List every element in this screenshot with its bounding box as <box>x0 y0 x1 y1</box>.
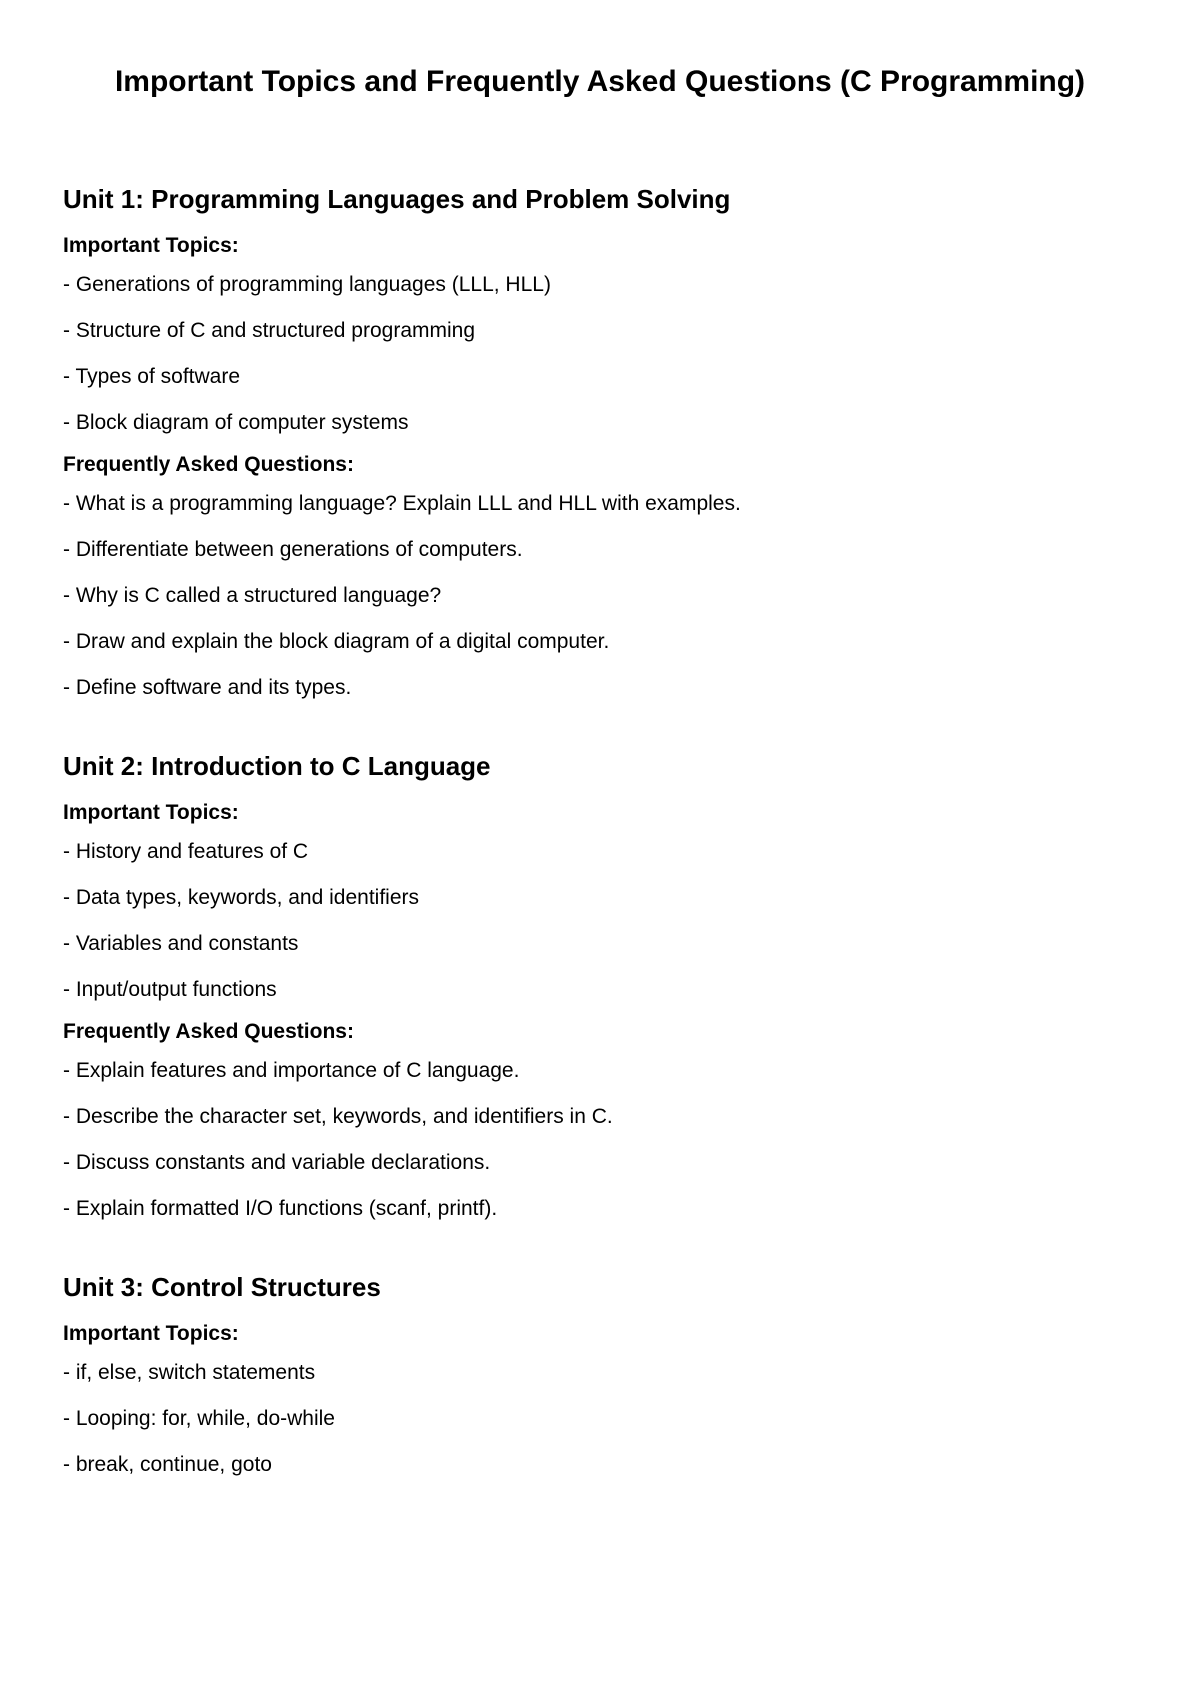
list-item: - Input/output functions <box>63 978 277 1001</box>
list-item: - Explain features and importance of C language. <box>63 1059 520 1082</box>
unit-2-section <box>63 748 1143 1224</box>
document-title: Important Topics and Frequently Asked Questions (C Programming) <box>114 65 1086 98</box>
topics-label: Important Topics: <box>63 801 239 824</box>
faq-list <box>63 1056 1143 1224</box>
list-item: - Variables and constants <box>63 932 299 955</box>
list-item: - Data types, keywords, and identifiers <box>63 886 419 909</box>
topics-label: Important Topics: <box>63 1322 239 1345</box>
list-item: - Differentiate between generations of computers. <box>63 538 523 561</box>
unit-heading: Unit 1: Programming Languages and Problem Solving <box>63 184 731 214</box>
list-item: - Draw and explain the block diagram of a digital computer. <box>63 630 610 653</box>
document-body <box>63 181 1143 1492</box>
list-item: - Why is C called a structured language? <box>63 584 442 607</box>
faq-label: Frequently Asked Questions: <box>63 1020 354 1043</box>
list-item: - History and features of C <box>63 840 309 863</box>
faq-label: Frequently Asked Questions: <box>63 453 354 476</box>
list-item: - Types of software <box>63 365 241 388</box>
list-item: - Generations of programming languages (LLL, HLL) <box>63 273 551 296</box>
topics-list <box>63 270 1143 438</box>
faq-list <box>63 489 1143 703</box>
unit-3-section <box>63 1269 1143 1480</box>
topics-label: Important Topics: <box>63 234 239 257</box>
list-item: - if, else, switch statements <box>63 1361 316 1384</box>
unit-1-section <box>63 181 1143 703</box>
list-item: - Define software and its types. <box>63 676 352 699</box>
unit-heading: Unit 2: Introduction to C Language <box>63 751 491 781</box>
list-item: - What is a programming language? Explain LLL and HLL with examples. <box>63 492 741 515</box>
list-item: - Block diagram of computer systems <box>63 411 409 434</box>
list-item: - Looping: for, while, do-while <box>63 1407 335 1430</box>
list-item: - Structure of C and structured programming <box>63 319 476 342</box>
list-item: - Describe the character set, keywords, and identifiers in C. <box>63 1105 613 1128</box>
topics-list <box>63 1358 1143 1480</box>
list-item: - Discuss constants and variable declarations. <box>63 1151 491 1174</box>
list-item: - break, continue, goto <box>63 1453 272 1476</box>
list-item: - Explain formatted I/O functions (scanf, printf). <box>63 1197 498 1220</box>
unit-heading: Unit 3: Control Structures <box>63 1272 381 1302</box>
topics-list <box>63 837 1143 1005</box>
